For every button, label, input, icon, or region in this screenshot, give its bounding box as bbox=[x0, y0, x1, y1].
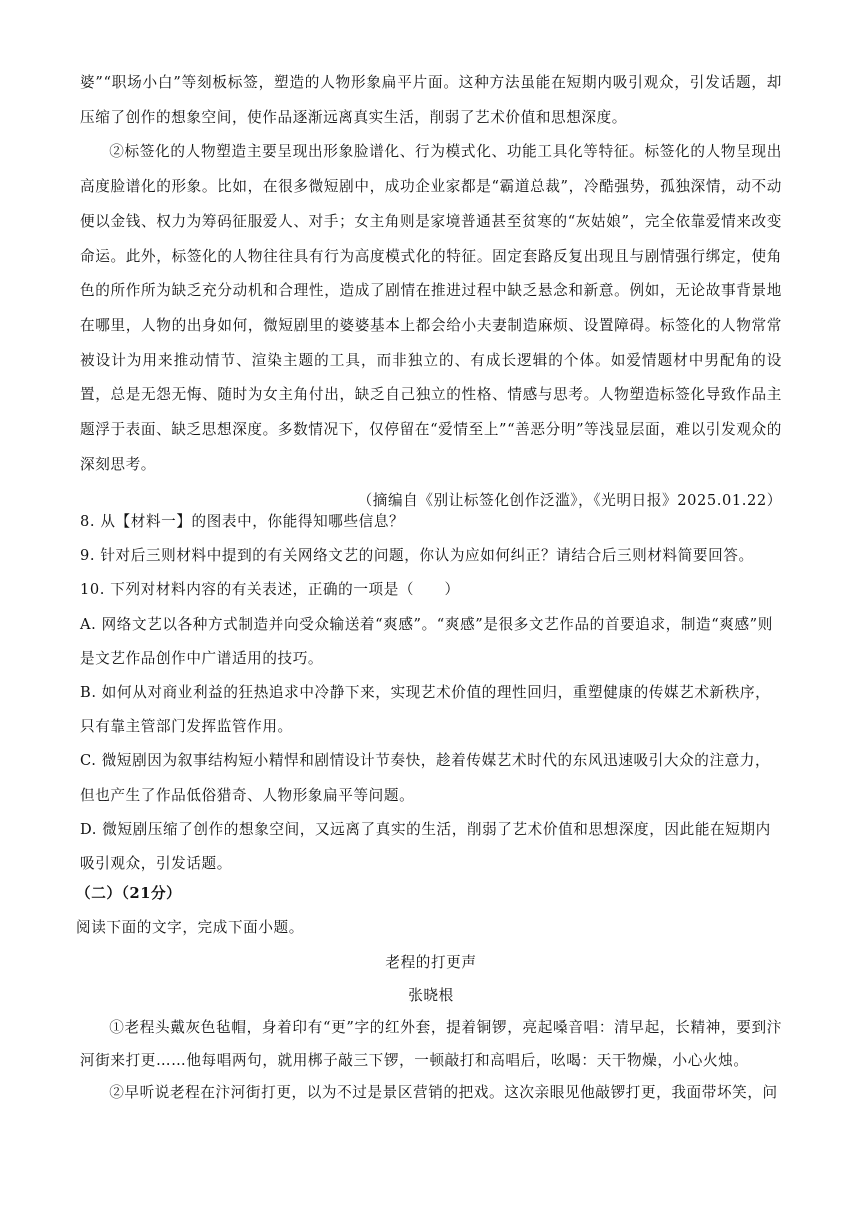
story-author: 张晓根 bbox=[408, 987, 454, 1004]
section-heading: （二）（21分） bbox=[76, 885, 182, 902]
option-a: A. 网络文艺以各种方式制造并向受众输送着“爽感”。“爽感”是很多文艺作品的首要追求，制造“爽感”则是文艺作品创作中广谱适用的技巧。 bbox=[80, 615, 773, 667]
story-paragraph-1: ①老程头戴灰色毡帽，身着印有“更”字的红外套，提着铜锣，亮起嗓音唱：清早起，长精神，要到汴河街来打更……他每唱两句，就用梆子敲三下锣，一顿敲打和高唱后，吆喝：天干物燥，小心火烛。 bbox=[80, 1019, 782, 1069]
passage-paragraph-1-tail: 婆”“职场小白”等刻板标签，塑造的人物形象扁平片面。这种方法虽能在短期内吸引观众，引发话题，却压缩了创作的想象空间，使作品逐渐远离真实生活，削弱了艺术价值和思想深度。 bbox=[80, 74, 782, 126]
passage-paragraph-2: ②标签化的人物塑造主要呈现出形象脸谱化、行为模式化、功能工具化等特征。标签化的人物呈现出高度脸谱化的形象。比如，在很多微短剧中，成功企业家都是“霸道总裁”，冷酷强势，孤独深情，动不动便以金钱、权力为筹码征服爱人、对手；女主角则是家境普通甚至贫寒的“灰姑娘”，完全依靠爱情来改变命运。此外，标签化的人物往往具有行为高度模式化的特征。固定套路反复出现且与剧情强行绑定，使角色的所作所为缺乏充分动机和合理性，造成了剧情在推进过程中缺乏悬念和新意。例如，无论故事背景地在哪里，人物的出身如何，微短剧里的婆婆基本上都会给小夫妻制造麻烦、设置障碍。标签化的人物常常被设计为用来推动情节、渲染主题的工具，而非独立的、有成长逻辑的个体。如爱情题材中男配角的设置，总是无怨无悔、随时为女主角付出，缺乏自己独立的性格、情感与思考。人物塑造标签化导致作品主题浮于表面、缺乏思想深度。多数情况下，仅停留在“爱情至上”“善恶分明”等浅显层面，难以引发观众的深刻思考。 bbox=[80, 143, 782, 473]
section-two bbox=[76, 877, 778, 945]
question-9: 9. 针对后三则材料中提到的有关网络文艺的问题，你认为应如何纠正？请结合后三则材料简要回答。 bbox=[80, 547, 754, 565]
question-block bbox=[80, 505, 782, 881]
question-10: 10. 下列对材料内容的有关表述，正确的一项是（ ） bbox=[80, 581, 460, 599]
section-instruction: 阅读下面的文字，完成下面小题。 bbox=[76, 919, 304, 937]
option-b: B. 如何从对商业利益的狂热追求中冷静下来，实现艺术价值的理性回归，重塑健康的传媒艺术新秩序，只有靠主管部门发挥监管作用。 bbox=[80, 684, 771, 736]
option-d: D. 微短剧压缩了创作的想象空间，又远离了真实的生活，削弱了艺术价值和思想深度，因此能在短期内吸引观众，引发话题。 bbox=[80, 820, 771, 873]
story-title: 老程的打更声 bbox=[385, 954, 477, 971]
question-8: 8. 从【材料一】的图表中，你能得知哪些信息？ bbox=[80, 513, 405, 530]
passage-material-four bbox=[80, 66, 782, 518]
option-c: C. 微短剧因为叙事结构短小精悍和剧情设计节奏快，趁着传媒艺术时代的东风迅速吸引大众的注意力，但也产生了作品低俗猎奇、人物形象扁平等问题。 bbox=[80, 752, 771, 804]
story bbox=[80, 946, 782, 1110]
source-citation: （摘编自《别让标签化创作泛滥》，《光明日报》2025.01.22） bbox=[357, 492, 782, 510]
story-paragraph-2: ②早听说老程在汴河街打更，以为不过是景区营销的把戏。这次亲眼见他敲锣打更，我面带坏笑，问 bbox=[109, 1084, 778, 1101]
